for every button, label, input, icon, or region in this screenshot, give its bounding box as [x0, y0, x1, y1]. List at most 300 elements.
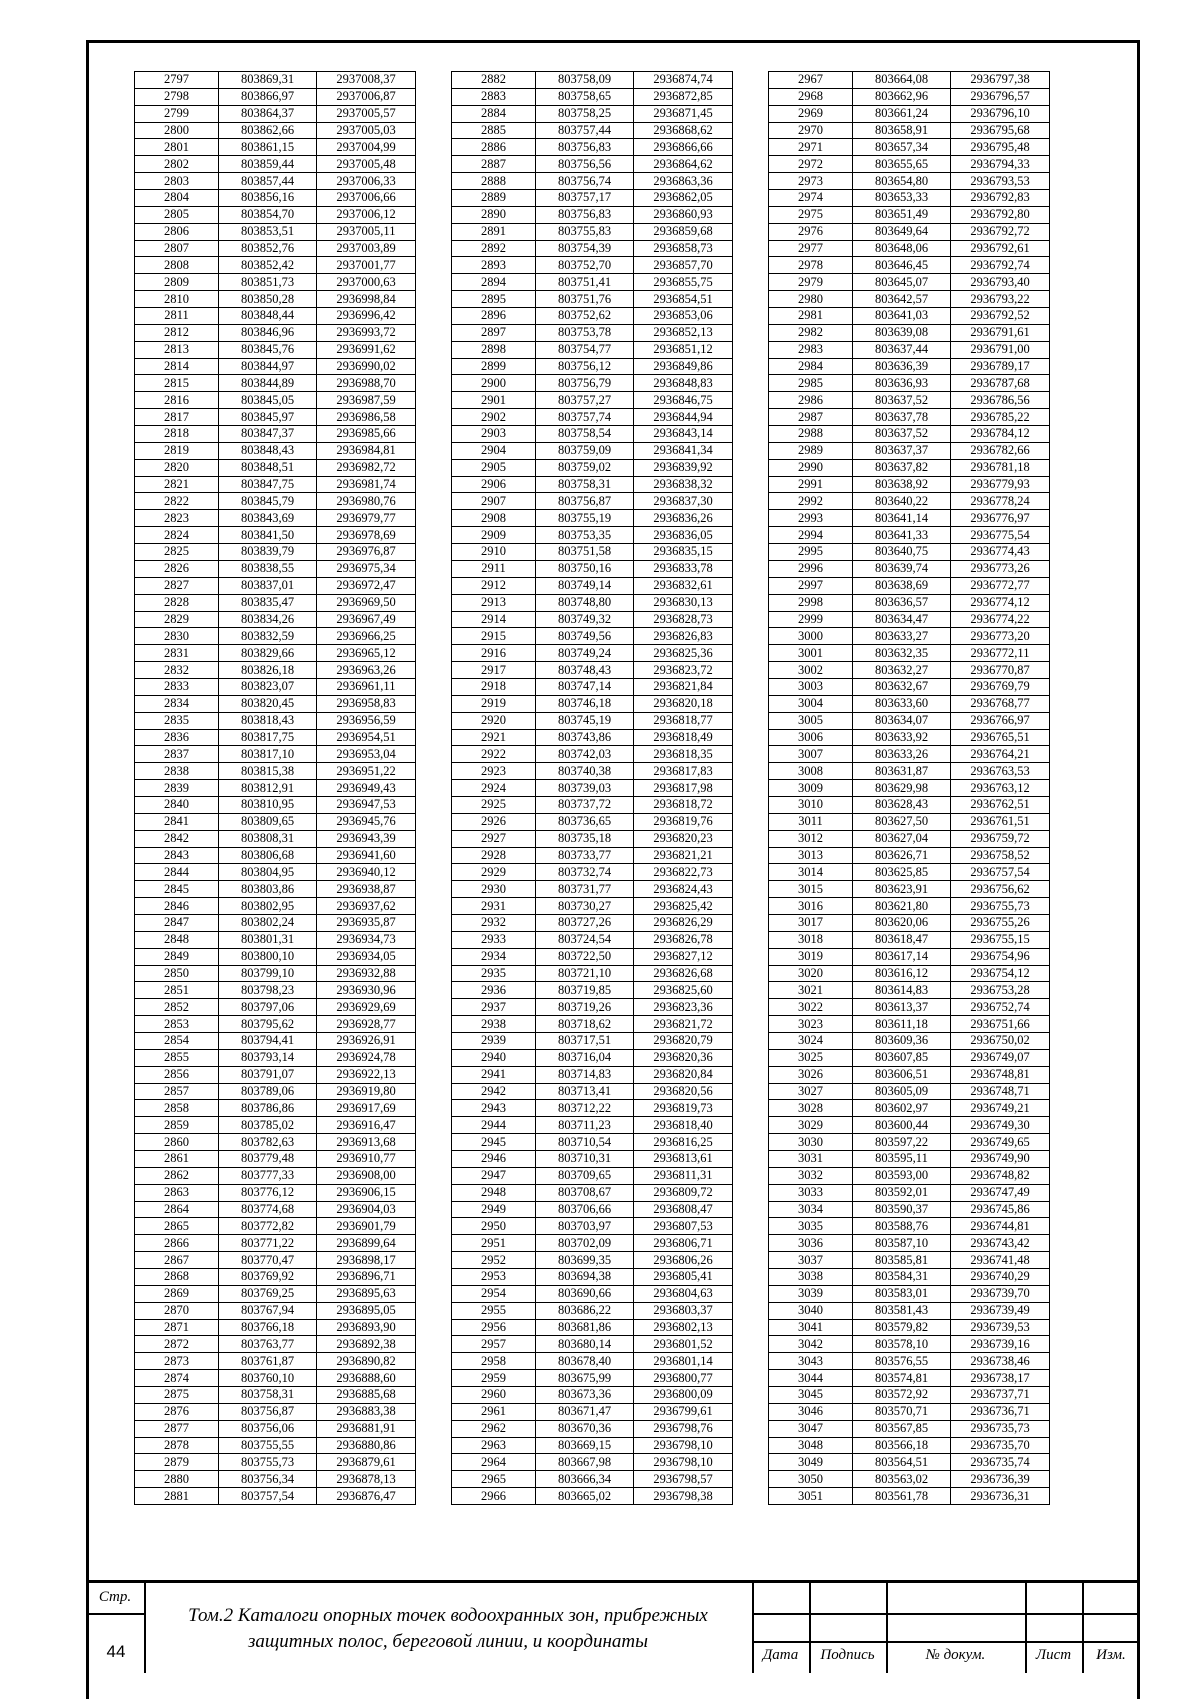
point-number: 2818: [135, 426, 219, 443]
point-number: 2953: [452, 1269, 536, 1286]
table-row: [452, 847, 733, 864]
coordinate-y: 2936956,59: [317, 712, 416, 729]
point-number: 2987: [769, 409, 853, 426]
point-number: 2911: [452, 560, 536, 577]
point-number: 3033: [769, 1184, 853, 1201]
point-number: 2869: [135, 1285, 219, 1302]
table-row: [452, 206, 733, 223]
point-number: 2999: [769, 611, 853, 628]
point-number: 2814: [135, 358, 219, 375]
point-number: 2976: [769, 223, 853, 240]
coordinate-x: 803845,97: [219, 409, 317, 426]
table-row: [135, 1049, 416, 1066]
table-row: [769, 510, 1050, 527]
coordinate-x: 803620,06: [853, 914, 951, 931]
coordinate-x: 803832,59: [219, 628, 317, 645]
point-number: 2989: [769, 442, 853, 459]
coordinate-y: 2936755,26: [951, 914, 1050, 931]
table-row: [769, 459, 1050, 476]
point-number: 2877: [135, 1420, 219, 1437]
point-number: 3032: [769, 1167, 853, 1184]
point-number: 3010: [769, 796, 853, 813]
coordinate-x: 803746,18: [536, 695, 634, 712]
table-row: [135, 544, 416, 561]
table-row: [452, 274, 733, 291]
coordinate-x: 803613,37: [853, 999, 951, 1016]
coordinate-y: 2936749,21: [951, 1100, 1050, 1117]
coordinate-y: 2936890,82: [317, 1353, 416, 1370]
coordinate-x: 803627,04: [853, 830, 951, 847]
coordinate-y: 2936743,42: [951, 1235, 1050, 1252]
point-number: 3015: [769, 881, 853, 898]
point-number: 2872: [135, 1336, 219, 1353]
point-number: 2919: [452, 695, 536, 712]
table-row: [135, 1488, 416, 1505]
coordinate-x: 803850,28: [219, 291, 317, 308]
coordinate-y: 2936762,51: [951, 796, 1050, 813]
coordinate-x: 803862,66: [219, 122, 317, 139]
point-number: 2912: [452, 577, 536, 594]
coordinate-x: 803757,17: [536, 190, 634, 207]
coordinate-x: 803802,95: [219, 898, 317, 915]
coordinates-table-2: [451, 71, 733, 1505]
table-row: [769, 223, 1050, 240]
coordinate-x: 803712,22: [536, 1100, 634, 1117]
coordinate-y: 2936786,56: [951, 392, 1050, 409]
coordinate-y: 2936758,52: [951, 847, 1050, 864]
coordinate-y: 2936793,53: [951, 173, 1050, 190]
point-number: 2868: [135, 1269, 219, 1286]
table-row: [452, 426, 733, 443]
coordinate-y: 2936872,85: [634, 88, 733, 105]
table-row: [135, 914, 416, 931]
point-number: 2879: [135, 1454, 219, 1471]
coordinate-y: 2936759,72: [951, 830, 1050, 847]
coordinate-x: 803841,50: [219, 527, 317, 544]
coordinate-y: 2936801,14: [634, 1353, 733, 1370]
coordinate-x: 803848,43: [219, 442, 317, 459]
point-number: 2949: [452, 1201, 536, 1218]
coordinate-y: 2936841,34: [634, 442, 733, 459]
coordinate-y: 2937005,03: [317, 122, 416, 139]
coordinate-x: 803590,37: [853, 1201, 951, 1218]
coordinate-y: 2936945,76: [317, 813, 416, 830]
point-number: 3029: [769, 1117, 853, 1134]
table-row: [452, 1370, 733, 1387]
point-number: 3017: [769, 914, 853, 931]
coordinate-y: 2936773,26: [951, 560, 1050, 577]
point-number: 3035: [769, 1218, 853, 1235]
table-row: [135, 628, 416, 645]
coordinate-x: 803634,07: [853, 712, 951, 729]
point-number: 2899: [452, 358, 536, 375]
point-number: 2942: [452, 1083, 536, 1100]
coordinate-y: 2936849,86: [634, 358, 733, 375]
coordinate-x: 803730,27: [536, 898, 634, 915]
point-number: 3013: [769, 847, 853, 864]
point-number: 2836: [135, 729, 219, 746]
coordinate-y: 2936820,36: [634, 1049, 733, 1066]
point-number: 2885: [452, 122, 536, 139]
table-row: [769, 1319, 1050, 1336]
coordinate-x: 803641,14: [853, 510, 951, 527]
coordinate-y: 2936853,06: [634, 308, 733, 325]
coordinate-x: 803854,70: [219, 206, 317, 223]
table-row: [452, 459, 733, 476]
coordinate-x: 803578,10: [853, 1336, 951, 1353]
coordinate-y: 2936871,45: [634, 105, 733, 122]
table-row: [452, 813, 733, 830]
coordinate-y: 2936982,72: [317, 459, 416, 476]
table-row: [769, 1049, 1050, 1066]
point-number: 2926: [452, 813, 536, 830]
coordinate-x: 803756,56: [536, 156, 634, 173]
table-row: [135, 931, 416, 948]
point-number: 2972: [769, 156, 853, 173]
table-row: [135, 308, 416, 325]
point-number: 2845: [135, 881, 219, 898]
point-number: 2871: [135, 1319, 219, 1336]
coordinate-x: 803654,80: [853, 173, 951, 190]
coordinate-y: 2936823,72: [634, 662, 733, 679]
point-number: 2853: [135, 1016, 219, 1033]
coordinate-x: 803605,09: [853, 1083, 951, 1100]
table-row: [769, 1083, 1050, 1100]
point-number: 2859: [135, 1117, 219, 1134]
point-number: 2917: [452, 662, 536, 679]
coordinate-y: 2936910,77: [317, 1151, 416, 1168]
coordinate-y: 2936735,70: [951, 1437, 1050, 1454]
point-number: 2915: [452, 628, 536, 645]
coordinate-x: 803753,78: [536, 324, 634, 341]
table-row: [452, 1387, 733, 1404]
point-number: 2969: [769, 105, 853, 122]
table-row: [135, 1420, 416, 1437]
point-number: 2954: [452, 1285, 536, 1302]
table-row: [452, 1134, 733, 1151]
coordinate-x: 803845,79: [219, 493, 317, 510]
coordinate-x: 803657,34: [853, 139, 951, 156]
table-row: [135, 611, 416, 628]
table-row: [452, 746, 733, 763]
table-row: [769, 1370, 1050, 1387]
coordinate-y: 2936761,51: [951, 813, 1050, 830]
table-row: [135, 1319, 416, 1336]
table-row: [452, 324, 733, 341]
table-row: [769, 1066, 1050, 1083]
divider: [752, 1641, 1140, 1643]
table-row: [769, 257, 1050, 274]
table-row: [452, 1083, 733, 1100]
coordinate-y: 2936792,74: [951, 257, 1050, 274]
coordinate-y: 2936996,42: [317, 308, 416, 325]
point-number: 2929: [452, 864, 536, 881]
table-row: [452, 965, 733, 982]
coordinate-x: 803640,22: [853, 493, 951, 510]
coordinate-y: 2936934,73: [317, 931, 416, 948]
table-row: [769, 1403, 1050, 1420]
coordinate-y: 2937000,63: [317, 274, 416, 291]
coordinate-x: 803750,16: [536, 560, 634, 577]
point-number: 3041: [769, 1319, 853, 1336]
coordinate-x: 803694,38: [536, 1269, 634, 1286]
coordinate-x: 803570,71: [853, 1403, 951, 1420]
coordinate-x: 803609,36: [853, 1032, 951, 1049]
coordinate-x: 803625,85: [853, 864, 951, 881]
coordinate-y: 2936975,34: [317, 560, 416, 577]
point-number: 2936: [452, 982, 536, 999]
coordinate-y: 2936986,58: [317, 409, 416, 426]
coordinate-y: 2936811,31: [634, 1167, 733, 1184]
point-number: 3007: [769, 746, 853, 763]
coordinate-x: 803665,02: [536, 1488, 634, 1505]
coordinate-y: 2936756,62: [951, 881, 1050, 898]
coordinate-y: 2936883,38: [317, 1403, 416, 1420]
point-number: 2961: [452, 1403, 536, 1420]
point-number: 3021: [769, 982, 853, 999]
coordinate-x: 803745,19: [536, 712, 634, 729]
table-row: [135, 1218, 416, 1235]
point-number: 2940: [452, 1049, 536, 1066]
point-number: 3000: [769, 628, 853, 645]
point-number: 2970: [769, 122, 853, 139]
coordinate-y: 2936755,73: [951, 898, 1050, 915]
coordinate-x: 803756,83: [536, 206, 634, 223]
table-row: [135, 1066, 416, 1083]
coordinate-x: 803756,87: [219, 1403, 317, 1420]
table-row: [135, 1184, 416, 1201]
table-row: [452, 442, 733, 459]
coordinate-x: 803791,07: [219, 1066, 317, 1083]
coordinate-y: 2936792,83: [951, 190, 1050, 207]
coordinate-x: 803638,69: [853, 577, 951, 594]
table-row: [769, 780, 1050, 797]
table-row: [135, 1403, 416, 1420]
document-title-line-2: защитных полос, береговой линии, и координаты: [247, 1631, 648, 1652]
coordinate-x: 803658,91: [853, 122, 951, 139]
coordinate-y: 2936988,70: [317, 375, 416, 392]
table-row: [135, 881, 416, 898]
coordinate-y: 2936792,80: [951, 206, 1050, 223]
table-row: [769, 190, 1050, 207]
point-number: 2867: [135, 1252, 219, 1269]
table-row: [135, 1083, 416, 1100]
coordinate-y: 2936904,03: [317, 1201, 416, 1218]
coordinate-y: 2936748,82: [951, 1167, 1050, 1184]
table-row: [769, 375, 1050, 392]
coordinate-y: 2937006,87: [317, 88, 416, 105]
coordinate-y: 2936823,36: [634, 999, 733, 1016]
point-number: 2864: [135, 1201, 219, 1218]
coordinate-y: 2936800,09: [634, 1387, 733, 1404]
coordinate-y: 2936820,79: [634, 1032, 733, 1049]
coordinate-y: 2936846,75: [634, 392, 733, 409]
table-row: [135, 206, 416, 223]
point-number: 2980: [769, 291, 853, 308]
coordinate-x: 803662,96: [853, 88, 951, 105]
table-row: [135, 375, 416, 392]
coordinate-x: 803803,86: [219, 881, 317, 898]
point-number: 3036: [769, 1235, 853, 1252]
coordinate-y: 2936866,66: [634, 139, 733, 156]
point-number: 2894: [452, 274, 536, 291]
point-number: 2855: [135, 1049, 219, 1066]
point-number: 2902: [452, 409, 536, 426]
coordinate-x: 803772,82: [219, 1218, 317, 1235]
coordinate-x: 803754,39: [536, 240, 634, 257]
stamp-date: Дата: [762, 1647, 799, 1663]
table-row: [452, 392, 733, 409]
table-row: [135, 965, 416, 982]
coordinate-x: 803718,62: [536, 1016, 634, 1033]
coordinate-x: 803606,51: [853, 1066, 951, 1083]
coordinate-y: 2936967,49: [317, 611, 416, 628]
table-row: [769, 1269, 1050, 1286]
table-row: [769, 729, 1050, 746]
coordinate-y: 2936836,26: [634, 510, 733, 527]
coordinate-y: 2936792,72: [951, 223, 1050, 240]
coordinate-x: 803776,12: [219, 1184, 317, 1201]
table-row: [769, 442, 1050, 459]
coordinate-x: 803857,44: [219, 173, 317, 190]
point-number: 2806: [135, 223, 219, 240]
table-row: [452, 358, 733, 375]
coordinate-y: 2936935,87: [317, 914, 416, 931]
coordinate-y: 2936748,81: [951, 1066, 1050, 1083]
point-number: 2838: [135, 763, 219, 780]
table-row: [769, 1353, 1050, 1370]
coordinate-x: 803636,93: [853, 375, 951, 392]
table-row: [769, 1032, 1050, 1049]
point-number: 3048: [769, 1437, 853, 1454]
point-number: 2904: [452, 442, 536, 459]
point-number: 2952: [452, 1252, 536, 1269]
coordinate-x: 803671,47: [536, 1403, 634, 1420]
table-row: [452, 544, 733, 561]
coordinate-x: 803655,65: [853, 156, 951, 173]
table-row: [452, 476, 733, 493]
coordinate-x: 803623,91: [853, 881, 951, 898]
coordinate-x: 803637,78: [853, 409, 951, 426]
point-number: 2893: [452, 257, 536, 274]
table-row: [452, 122, 733, 139]
table-row: [135, 999, 416, 1016]
coordinate-y: 2936795,68: [951, 122, 1050, 139]
table-row: [769, 678, 1050, 695]
coordinate-x: 803631,87: [853, 763, 951, 780]
coordinate-y: 2936981,74: [317, 476, 416, 493]
coordinate-x: 803742,03: [536, 746, 634, 763]
coordinate-x: 803756,87: [536, 493, 634, 510]
coordinate-y: 2936736,39: [951, 1471, 1050, 1488]
coordinate-y: 2936898,17: [317, 1252, 416, 1269]
table-row: [135, 796, 416, 813]
point-number: 3034: [769, 1201, 853, 1218]
coordinate-x: 803843,69: [219, 510, 317, 527]
coordinate-x: 803645,07: [853, 274, 951, 291]
point-number: 3044: [769, 1370, 853, 1387]
coordinate-x: 803812,91: [219, 780, 317, 797]
coordinate-y: 2936806,26: [634, 1252, 733, 1269]
table-row: [452, 156, 733, 173]
point-number: 2819: [135, 442, 219, 459]
point-number: 3038: [769, 1269, 853, 1286]
table-row: [135, 830, 416, 847]
coordinate-x: 803808,31: [219, 830, 317, 847]
coordinate-y: 2936774,43: [951, 544, 1050, 561]
table-row: [769, 864, 1050, 881]
table-row: [135, 392, 416, 409]
table-row: [769, 139, 1050, 156]
table-row: [769, 409, 1050, 426]
table-row: [452, 375, 733, 392]
point-number: 2991: [769, 476, 853, 493]
coordinate-y: 2936837,30: [634, 493, 733, 510]
table-row: [769, 476, 1050, 493]
page-label: Стр.: [98, 1589, 132, 1605]
point-number: 2891: [452, 223, 536, 240]
coordinate-x: 803661,24: [853, 105, 951, 122]
coordinate-x: 803743,86: [536, 729, 634, 746]
coordinate-y: 2937005,57: [317, 105, 416, 122]
coordinate-x: 803786,86: [219, 1100, 317, 1117]
table-row: [135, 1387, 416, 1404]
coordinate-x: 803758,25: [536, 105, 634, 122]
coordinate-y: 2936934,05: [317, 948, 416, 965]
coordinate-y: 2936881,91: [317, 1420, 416, 1437]
coordinate-x: 803708,67: [536, 1184, 634, 1201]
coordinate-x: 803763,77: [219, 1336, 317, 1353]
point-number: 2874: [135, 1370, 219, 1387]
point-number: 3004: [769, 695, 853, 712]
table-row: [135, 712, 416, 729]
coordinate-x: 803675,99: [536, 1370, 634, 1387]
coordinate-x: 803614,83: [853, 982, 951, 999]
coordinate-y: 2936799,61: [634, 1403, 733, 1420]
table-row: [135, 645, 416, 662]
coordinate-y: 2936852,13: [634, 324, 733, 341]
table-row: [769, 527, 1050, 544]
coordinate-y: 2936738,17: [951, 1370, 1050, 1387]
point-number: 2852: [135, 999, 219, 1016]
table-row: [135, 1471, 416, 1488]
coordinate-x: 803633,60: [853, 695, 951, 712]
coordinate-x: 803769,25: [219, 1285, 317, 1302]
table-row: [769, 426, 1050, 443]
table-row: [135, 1167, 416, 1184]
point-number: 2880: [135, 1471, 219, 1488]
point-number: 2933: [452, 931, 536, 948]
point-number: 2997: [769, 577, 853, 594]
table-row: [452, 1117, 733, 1134]
coordinate-x: 803617,14: [853, 948, 951, 965]
point-number: 2994: [769, 527, 853, 544]
point-number: 2887: [452, 156, 536, 173]
coordinate-y: 2936791,61: [951, 324, 1050, 341]
table-row: [769, 695, 1050, 712]
point-number: 2907: [452, 493, 536, 510]
point-number: 2932: [452, 914, 536, 931]
point-number: 3012: [769, 830, 853, 847]
coordinate-y: 2936863,36: [634, 173, 733, 190]
coordinate-x: 803592,01: [853, 1184, 951, 1201]
point-number: 2835: [135, 712, 219, 729]
coordinate-x: 803760,10: [219, 1370, 317, 1387]
coordinate-x: 803815,38: [219, 763, 317, 780]
table-row: [135, 678, 416, 695]
table-row: [452, 308, 733, 325]
coordinates-table-3: [768, 71, 1050, 1505]
